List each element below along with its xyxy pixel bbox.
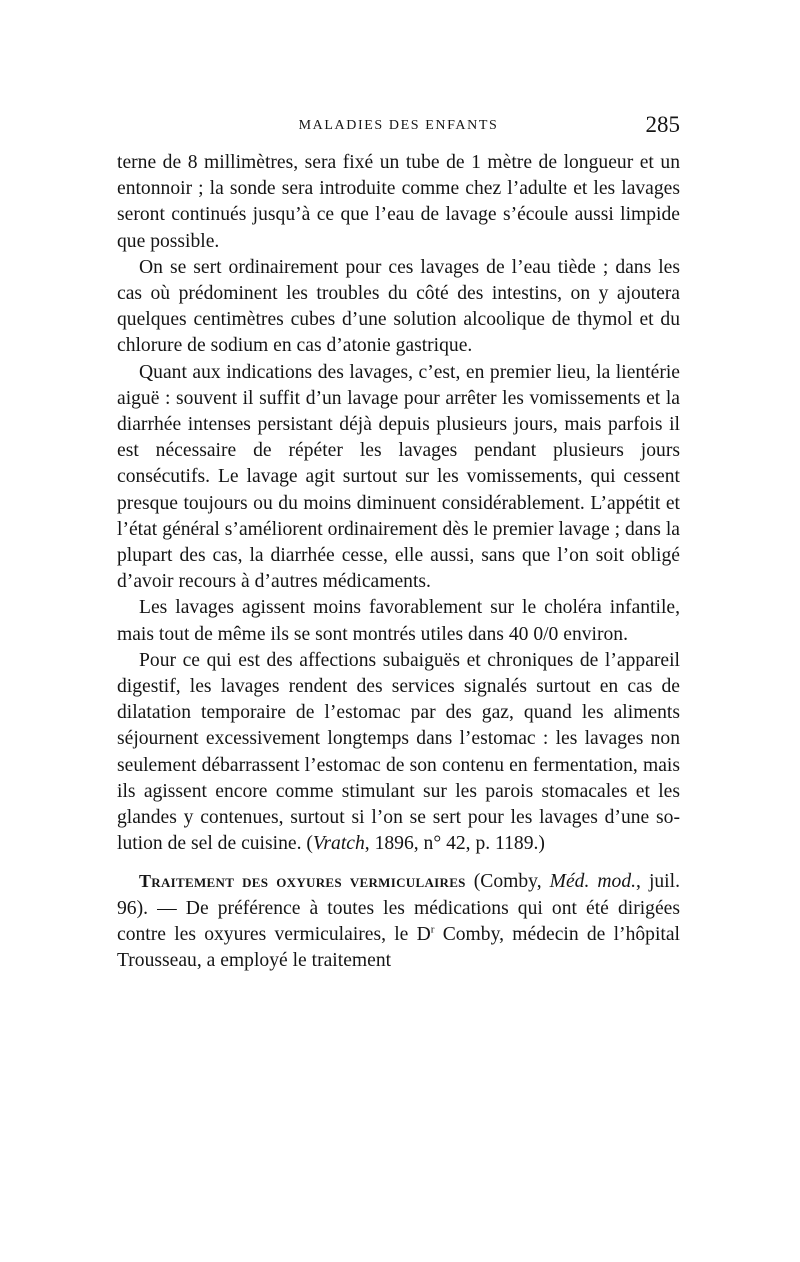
citation-source-title: Vratch bbox=[312, 833, 365, 855]
section-ref-journal: Méd. mod. bbox=[549, 871, 637, 893]
section-ref-author: (Comby, bbox=[465, 871, 550, 893]
body-text bbox=[117, 150, 680, 974]
paragraph-continued: terne de 8 millimètres, sera fixé un tube de 1 mètre de longueur et un entonnoir ; la sonde sera introduite comme chez l’adulte et les lavages seront continués jusqu’à ce que l’eau de lavage s’écoule aussi limpide que possible. bbox=[117, 152, 680, 252]
section-title: Traitement des oxyures vermiculaires bbox=[139, 871, 466, 892]
page-number: 285 bbox=[645, 112, 680, 137]
section-text-continued: Comby, médecin de l’hôpital Trousseau, a employé le traitement bbox=[117, 923, 680, 972]
section-ref-date: , juil. 96). bbox=[117, 871, 680, 919]
paragraph: Les lavages agissent moins favorablement sur le choléra infantile, mais tout de même ils se sont montrés utiles dans 40 0/0 environ. bbox=[117, 597, 680, 645]
paragraph: On se sert ordinairement pour ces lavages de l’eau tiède ; dans les cas où prédominent les troubles du côté des intestins, on y ajoutera quelques centimètres cubes d’une solution alcoolique de thymol et du chlorure de sodium en cas d’atonie gastrique. bbox=[117, 256, 680, 357]
running-head bbox=[117, 112, 680, 142]
paragraph-with-citation bbox=[117, 648, 680, 858]
citation-details: , 1896, n° 42, p. 1189.) bbox=[364, 833, 545, 855]
section-text: — De préférence à toutes les médications qui ont été dirigées contre les oxyures vermiculaires, le D bbox=[117, 897, 680, 945]
running-title: MALADIES DES ENFANTS bbox=[298, 118, 499, 133]
paragraph-text: Pour ce qui est des affections subaiguës et chroniques de l’appareil digestif, les lavages rendent des services signalés surtout en cas de dilatation temporaire de l’estomac par des gaz, quand les aliments séjournent excessivement longtemps dans l’estomac : les lavages non seulement débarrassent l’estomac de son contenu en fermentation, mais ils agissent encore comme stimulant sur les parois stomacales et les glandes y contenues, surtout si l’on se sert pour les lavages d’une solution de sel de cuisine. ( bbox=[117, 649, 680, 855]
doctor-superscript: r bbox=[430, 923, 435, 936]
paragraph: Quant aux indications des lavages, c’est, en premier lieu, la lientérie aiguë : souvent il suffit d’un lavage pour arrêter les vomissements et la diarrhée intenses persistant déjà depuis plusieurs jours, mais parfois il est nécessaire de répéter les lavages pendant plusieurs jours consécutifs. Le lavage agit surtout sur les vomissements, qui cessent presque toujours ou du moins diminuent considérablement. L’appétit et l’état général s’améliorent ordinairement dès le premier lavage ; dans la plupart des cas, la diarrhée cesse, elle aussi, sans que l’on soit obligé d’avoir recours à d’autres médicaments. bbox=[117, 361, 680, 593]
section-paragraph bbox=[117, 868, 680, 974]
